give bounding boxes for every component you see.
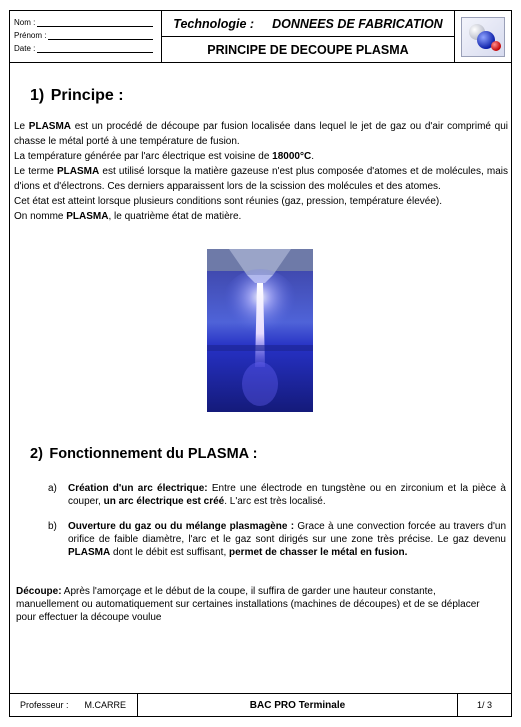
section-1-heading bbox=[30, 87, 124, 105]
nom-label: Nom : bbox=[14, 18, 36, 27]
professeur-label: Professeur : bbox=[20, 700, 69, 710]
principe-paragraph-1: Le PLASMA est un procédé de découpe par fusion localisée dans lequel le jet de gaz ou d'air comprimé qui chasse le métal porté à une température de fusion. bbox=[14, 121, 508, 147]
molecule-icon bbox=[461, 17, 505, 57]
principe-paragraph-3: Le terme PLASMA est utilisé lorsque la matière gazeuse n'est plus composée d'atomes et de molécules, mais d'ions et d'électrons. Ces derniers apparaissent lors de la scission des molécules et des atomes. bbox=[14, 166, 508, 192]
date-line bbox=[14, 42, 161, 55]
prenom-label: Prénom : bbox=[14, 31, 47, 40]
footer bbox=[10, 693, 511, 716]
list-item-b-label: b) bbox=[48, 521, 57, 532]
title-block bbox=[162, 11, 455, 63]
principe-paragraph-2: La température générée par l'arc électrique est voisine de 18000°C. bbox=[14, 151, 314, 162]
list-item-b bbox=[48, 520, 506, 576]
subject-row bbox=[162, 11, 454, 37]
professeur-cell bbox=[10, 694, 138, 716]
prenom-field[interactable] bbox=[48, 32, 153, 40]
page-number: 1/ 3 bbox=[476, 700, 492, 710]
student-info-block bbox=[10, 11, 162, 63]
principe-paragraph-4: Cet état est atteint lorsque plusieurs conditions sont réunies (gaz, pression, température élevée). bbox=[14, 196, 443, 207]
logo-cell bbox=[455, 11, 511, 63]
nom-field[interactable] bbox=[37, 19, 153, 27]
section-1-title: Principe : bbox=[50, 87, 124, 104]
list-item-a-text: Création d'un arc électrique: Entre une électrode en tungstène ou en zirconium et la pièce à couper, un arc électrique est créé. L'arc est très localisé. bbox=[68, 483, 506, 507]
prenom-line bbox=[14, 29, 161, 42]
list-item-b-text: Ouverture du gaz ou du mélange plasmagène : Grace à une convection forcée au travers d'un orifice de faible diamètre, l'arc et le gaz sont dirigés sur une zone très précise. Le gaz devenu PLASMA dont le débit est suffisant, permet de chasser le métal en fusion. bbox=[68, 521, 507, 558]
subject-value: DONNEES DE FABRICATION bbox=[272, 16, 443, 31]
document-page bbox=[9, 10, 512, 717]
decoupe-paragraph: Découpe: Après l'amorçage et le début de la coupe, il suffira de garder une hauteur constante, manuellement ou automatiquement sur certaines installations (machines de découpes) et de se déplacer pour effectuer la découpe voulue bbox=[16, 586, 480, 623]
class-label: BAC PRO Terminale bbox=[138, 694, 458, 716]
section-2-title: Fonctionnement du PLASMA : bbox=[49, 446, 258, 462]
section-1-number: 1) bbox=[30, 87, 45, 104]
page-title: PRINCIPE DE DECOUPE PLASMA bbox=[207, 43, 409, 57]
principe-paragraph-5: On nomme PLASMA, le quatrième état de matière. bbox=[14, 211, 242, 222]
date-label: Date : bbox=[14, 44, 36, 53]
section-2-heading bbox=[30, 445, 257, 463]
professeur-name: M.CARRE bbox=[84, 700, 127, 710]
date-field[interactable] bbox=[37, 45, 153, 53]
subject-label: Technologie : bbox=[173, 16, 255, 31]
nom-line bbox=[14, 16, 161, 29]
header bbox=[10, 11, 511, 63]
plasma-torch-photo bbox=[207, 249, 313, 412]
section-2-number: 2) bbox=[30, 446, 43, 462]
list-item-a-label: a) bbox=[48, 483, 57, 494]
principe-text bbox=[14, 119, 508, 224]
list-item-a bbox=[48, 482, 506, 512]
